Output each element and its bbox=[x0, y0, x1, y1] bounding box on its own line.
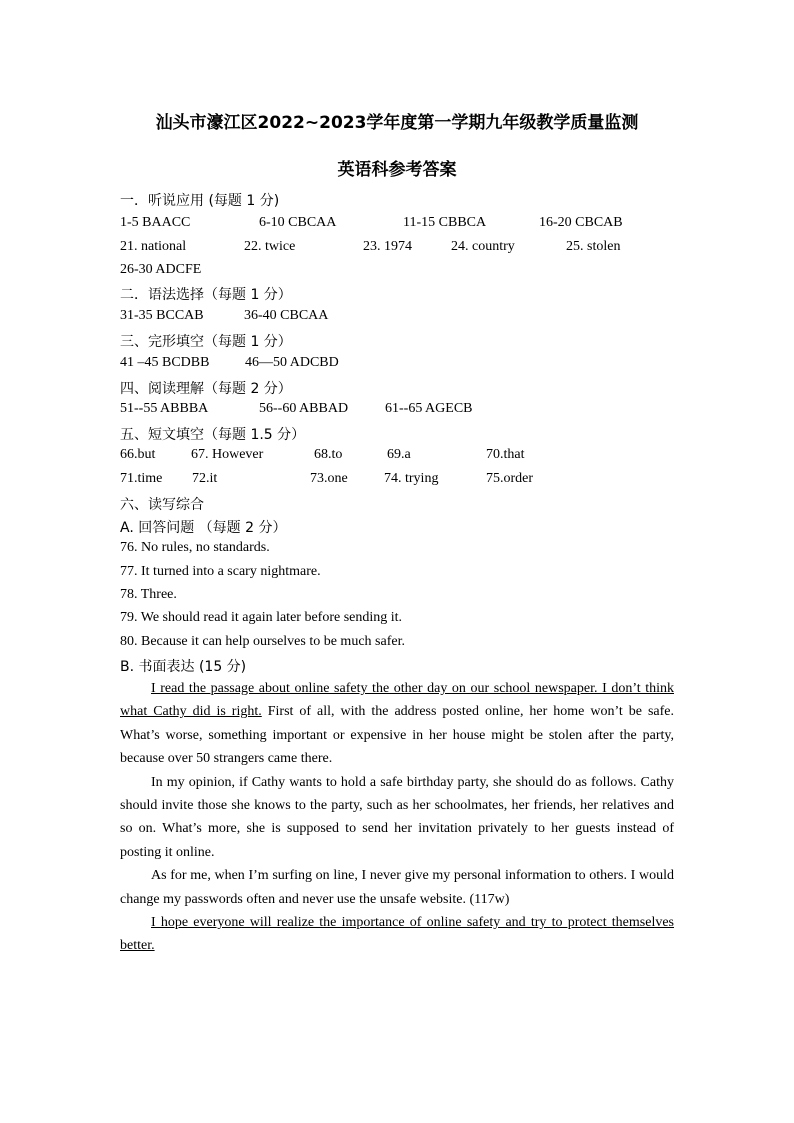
answer-group: 6-10 CBCAA bbox=[259, 215, 337, 230]
answer-item: 23. 1974 bbox=[363, 239, 412, 254]
answer-group: 31-35 BCCAB bbox=[120, 308, 204, 323]
answer-item: 72.it bbox=[192, 471, 218, 486]
answer-group: 36-40 CBCAA bbox=[244, 308, 329, 323]
essay-paragraph-4 bbox=[120, 911, 674, 958]
section-1-heading: 一．听说应用 (每题 1 分) bbox=[120, 193, 280, 209]
essay-opening-underlined: I read the passage about online safety the other day on our school newspaper. I don’t think what Cathy did is right. bbox=[120, 681, 674, 720]
section-6-heading: 六、读写综合 bbox=[120, 497, 204, 513]
answer-group: 16-20 CBCAB bbox=[539, 215, 623, 230]
section-6a-heading: A. 回答问题 （每题 2 分） bbox=[120, 520, 287, 536]
answer-item: 68.to bbox=[314, 447, 343, 462]
answer-item: 22. twice bbox=[244, 239, 296, 254]
answer-item: 67. However bbox=[191, 447, 264, 462]
answer-item: 70.that bbox=[486, 447, 525, 462]
section-4-heading: 四、阅读理解（每题 2 分） bbox=[120, 381, 292, 397]
answer-group: 41 –45 BCDBB bbox=[120, 355, 210, 370]
section-5-heading: 五、短文填空（每题 1.5 分） bbox=[120, 427, 306, 443]
essay-closing-underlined: I hope everyone will realize the importance of online safety and try to protect themselves better. bbox=[120, 915, 674, 954]
essay-paragraph-1-text: First of all, with the address posted online, her home won’t be safe. What’s worse, something important or expensive in her house might be stolen after the party, because over 50 strangers came there. bbox=[120, 704, 674, 767]
section-6b-heading: B. 书面表达 (15 分) bbox=[120, 659, 247, 675]
answer-group: 51--55 ABBBA bbox=[120, 401, 209, 416]
answer-item: 24. country bbox=[451, 239, 515, 254]
essay-paragraph-3: As for me, when I’m surfing on line, I never give my personal information to others. I would change my passwords often and never use the unsafe website. (117w) bbox=[120, 868, 674, 907]
answer-item: 21. national bbox=[120, 239, 187, 254]
answer-item: 25. stolen bbox=[566, 239, 621, 254]
answer-line: 79. We should read it again later before sending it. bbox=[120, 610, 403, 625]
answer-item: 69.a bbox=[387, 447, 411, 462]
answer-line: 77. It turned into a scary nightmare. bbox=[120, 564, 321, 579]
answer-line: 78. Three. bbox=[120, 587, 177, 602]
document-subtitle: 英语科参考答案 bbox=[337, 160, 457, 180]
answer-item: 74. trying bbox=[384, 471, 439, 486]
answer-item: 71.time bbox=[120, 471, 163, 486]
document-title: 汕头市濠江区2022~2023学年度第一学期九年级教学质量监测 bbox=[155, 113, 639, 133]
section-3-heading: 三、完形填空（每题 1 分） bbox=[120, 334, 292, 350]
answer-group: 46—50 ADCBD bbox=[245, 355, 339, 370]
essay-paragraph-1 bbox=[120, 677, 674, 771]
answer-group: 26-30 ADCFE bbox=[120, 262, 202, 277]
answer-item: 75.order bbox=[486, 471, 534, 486]
section-2-heading: 二．语法选择（每题 1 分） bbox=[120, 287, 292, 303]
answer-group: 56--60 ABBAD bbox=[259, 401, 349, 416]
answer-item: 66.but bbox=[120, 447, 156, 462]
answer-line: 76. No rules, no standards. bbox=[120, 540, 270, 555]
model-essay bbox=[120, 677, 674, 958]
essay-paragraph-2: In my opinion, if Cathy wants to hold a safe birthday party, she should do as follows. Cathy should invite those she knows to the party, such as her schoolmates, her friends, her relatives and so on. What’s more, she is supposed to send her invitation privately to her guests instead of posting it online. bbox=[120, 774, 674, 860]
answer-group: 11-15 CBBCA bbox=[403, 215, 487, 230]
answer-item: 73.one bbox=[310, 471, 348, 486]
answer-line: 80. Because it can help ourselves to be much safer. bbox=[120, 634, 405, 649]
answer-group: 1-5 BAACC bbox=[120, 215, 191, 230]
answer-group: 61--65 AGECB bbox=[385, 401, 473, 416]
